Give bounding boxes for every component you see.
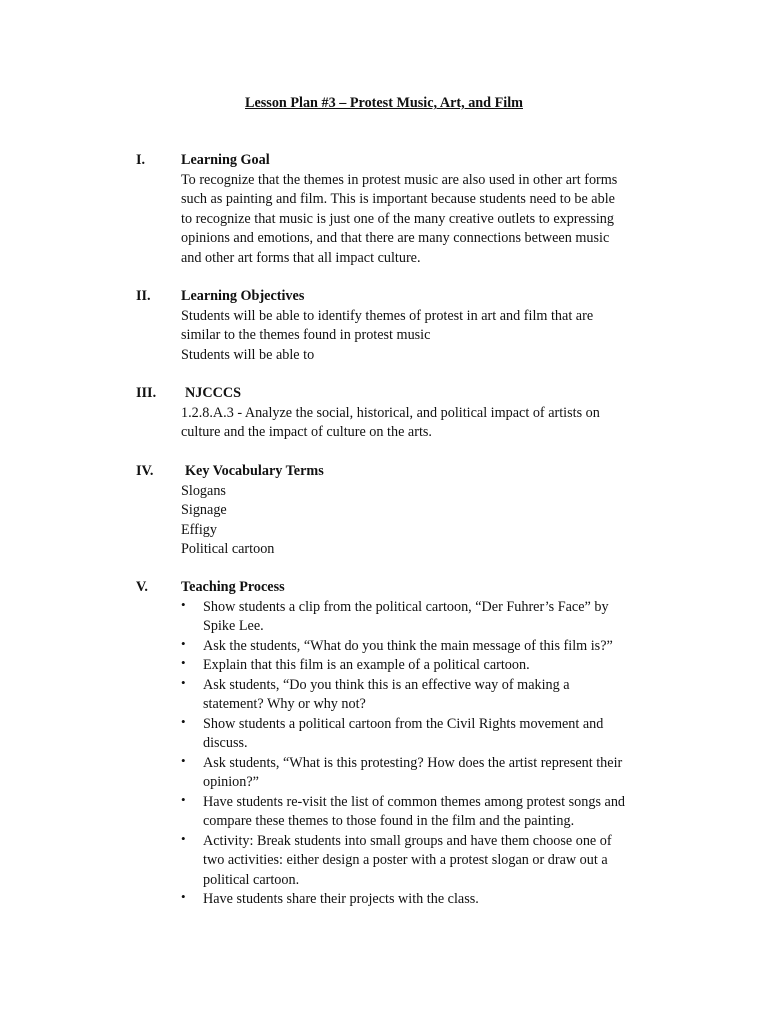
list-item-line: Spike Lee.	[203, 618, 264, 634]
body-line: 1.2.8.A.3 - Analyze the social, historical, and political impact of artists on	[181, 404, 600, 421]
list-item-line: Show students a political cartoon from the Civil Rights movement and	[203, 715, 604, 732]
bullet-icon: •	[181, 791, 186, 807]
list-item-line: Have students share their projects with the class.	[203, 891, 479, 907]
section-heading: Teaching Process	[181, 579, 285, 595]
list-item-line: Activity: Break students into small groups and have them choose one of	[203, 832, 612, 849]
list-item-line: Explain that this film is an example of a political cartoon.	[203, 657, 530, 673]
vocabulary-term: Slogans	[181, 482, 226, 499]
list-item-line: Ask students, “Do you think this is an effective way of making a	[203, 676, 570, 693]
vocabulary-term: Effigy	[181, 521, 217, 538]
body-line: and other art forms that all impact culture.	[181, 249, 421, 266]
list-item	[181, 637, 661, 657]
list-item	[181, 676, 661, 715]
body-line: similar to the themes found in protest music	[181, 327, 431, 343]
body-line: To recognize that the themes in protest music are also used in other art forms	[181, 171, 618, 188]
body-line: Students will be able to identify themes of protest in art and film that are	[181, 307, 594, 324]
section-numeral: I.	[136, 152, 146, 168]
list-item-line: Show students a clip from the political cartoon, “Der Fuhrer’s Face” by	[203, 598, 609, 615]
list-item-line: Ask students, “What is this protesting? How does the artist represent their	[203, 754, 623, 771]
section-heading: Learning Goal	[181, 152, 270, 168]
body-line: Students will be able to	[181, 346, 315, 363]
vocabulary-term: Political cartoon	[181, 541, 275, 557]
bullet-icon: •	[181, 889, 186, 904]
list-item	[181, 715, 661, 754]
bullet-icon: •	[181, 596, 186, 612]
section-body	[181, 598, 661, 910]
list-item-line: statement? Why or why not?	[203, 696, 366, 712]
list-item	[181, 754, 661, 793]
list-item-line: Ask the students, “What do you think the main message of this film is?”	[203, 637, 613, 654]
list-item-line: two activities: either design a poster with a protest slogan or draw out a	[203, 852, 608, 868]
body-line: culture and the impact of culture on the arts.	[181, 424, 432, 440]
section-numeral: V.	[136, 579, 148, 595]
bullet-icon: •	[181, 830, 186, 846]
list-item	[181, 832, 661, 891]
document-title: Lesson Plan #3 – Protest Music, Art, and Film	[245, 95, 523, 111]
list-item-line: compare these themes to those found in the film and the painting.	[203, 813, 575, 829]
list-item	[181, 890, 661, 910]
list-item-line: political cartoon.	[203, 871, 300, 888]
section-heading: Key Vocabulary Terms	[185, 463, 324, 479]
section-body	[181, 482, 661, 560]
section-heading: Learning Objectives	[181, 288, 305, 304]
list-item	[181, 598, 661, 637]
list-item-line: Have students re-visit the list of common themes among protest songs and	[203, 793, 626, 810]
bullet-icon: •	[181, 655, 186, 670]
teaching-steps-list	[181, 598, 661, 910]
bullet-icon: •	[181, 635, 186, 651]
body-line: opinions and emotions, and that there are many connections between music	[181, 230, 610, 246]
section-body	[181, 307, 661, 366]
section-body	[181, 171, 661, 269]
bullet-icon: •	[181, 752, 186, 768]
list-item	[181, 793, 661, 832]
section-numeral: III.	[136, 385, 157, 401]
section-body	[181, 404, 661, 443]
body-line: to recognize that music is just one of the many creative outlets to expressing	[181, 210, 614, 227]
list-item	[181, 656, 661, 676]
bullet-icon: •	[181, 674, 186, 690]
section-numeral: IV.	[136, 463, 154, 479]
section-numeral: II.	[136, 288, 151, 304]
list-item-line: discuss.	[203, 735, 248, 751]
vocabulary-term: Signage	[181, 502, 227, 518]
section-heading: NJCCCS	[185, 385, 241, 401]
body-line: such as painting and film. This is important because students need to be able	[181, 191, 615, 207]
list-item-line: opinion?”	[203, 774, 259, 790]
bullet-icon: •	[181, 713, 186, 729]
